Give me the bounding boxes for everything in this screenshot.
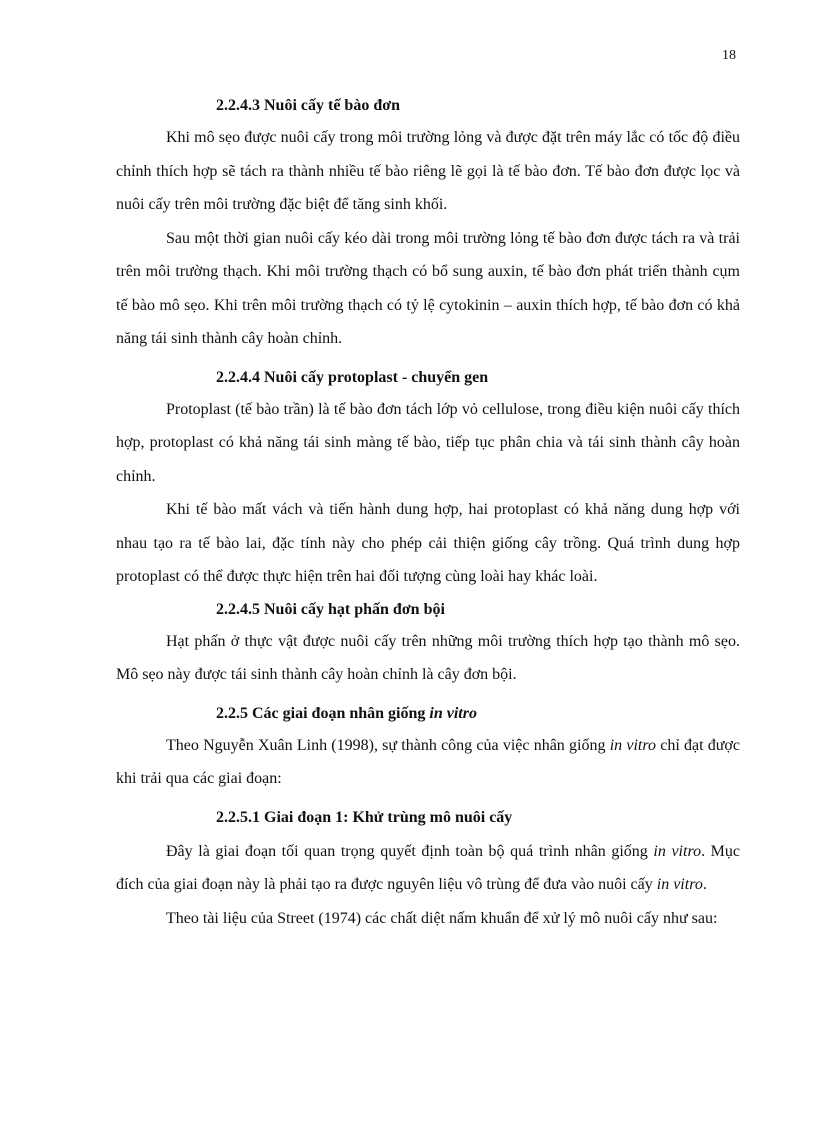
text-run: .: [702, 876, 707, 893]
paragraph: Protoplast (tế bào trần) là tế bào đơn tách lớp vỏ cellulose, trong điều kiện nuôi cấy thích hợp, protoplast có khả năng tái sinh màng tế bào, tiếp tục phân chia và tái sinh thành cây hoàn chỉnh.: [116, 400, 740, 485]
document-body: [116, 90, 740, 935]
paragraph: Khi tế bào mất vách và tiến hành dung hợp, hai protoplast có khả năng dung hợp với nhau tạo ra tế bào lai, đặc tính này cho phép cải thiện giống cây trồng. Quá trình dung hợp protoplast có thể được thực hiện trên hai đối tượng cùng loài hay khác loài.: [116, 501, 740, 585]
heading-italic-text: in vitro: [429, 704, 477, 722]
heading-text: 2.2.5 Các giai đoạn nhân giống: [216, 704, 430, 722]
text-run: Đây là giai đoạn tối quan trọng quyết định toàn bộ quá trình nhân giống: [166, 842, 654, 860]
heading-2-2-4-3: 2.2.4.3 Nuôi cấy tế bào đơn: [216, 97, 400, 114]
paragraph: [116, 729, 740, 796]
paragraph: Khi mô sẹo được nuôi cấy trong môi trường lỏng và được đặt trên máy lắc có tốc độ điều chỉnh thích hợp sẽ tách ra thành nhiều tế bào riêng lẽ gọi là tế bào đơn. Tế bào đơn được lọc và nuôi cấy trên môi trường đặc biệt để tăng sinh khối.: [116, 129, 740, 213]
heading-2-2-4-4: 2.2.4.4 Nuôi cấy protoplast - chuyển gen: [216, 368, 489, 386]
text-run: Theo Nguyễn Xuân Linh (1998), sự thành công của việc nhân giống: [166, 736, 610, 754]
italic-run: in vitro: [656, 876, 703, 893]
heading-2-2-5-1: 2.2.5.1 Giai đoạn 1: Khử trùng mô nuôi cấy: [216, 808, 513, 826]
italic-run: in vitro: [653, 842, 702, 860]
paragraph: Theo tài liệu của Street (1974) các chất diệt nấm khuẩn để xử lý mô nuôi cấy như sau:: [166, 909, 718, 927]
paragraph: Sau một thời gian nuôi cấy kéo dài trong môi trường lỏng tế bào đơn được tách ra và trải trên môi trường thạch. Khi môi trường thạch có bổ sung auxin, tế bào đơn phát triển thành cụm tế bào mô sẹo. Khi trên môi trường thạch có tỷ lệ cytokinin – auxin thích hợp, tế bào đơn có khả năng tái sinh thành cây hoàn chỉnh.: [116, 229, 740, 347]
text-run: . Mục đích của giai đoạn này là phải tạo ra được nguyên liệu vô trùng để đưa vào nuôi cấy: [116, 842, 741, 893]
heading-2-2-5: [116, 698, 740, 729]
italic-run: in vitro: [609, 736, 656, 754]
text-run: chỉ đạt được khi trải qua các giai đoạn:: [116, 736, 740, 787]
page-number: 18: [722, 48, 736, 63]
paragraph: Hạt phấn ở thực vật được nuôi cấy trên những môi trường thích hợp tạo thành mô sẹo. Mô sẹo này được tái sinh thành cây hoàn chỉnh là cây đơn bội.: [116, 632, 740, 683]
heading-2-2-4-5: 2.2.4.5 Nuôi cấy hạt phấn đơn bội: [216, 600, 445, 618]
paragraph: [116, 835, 740, 902]
